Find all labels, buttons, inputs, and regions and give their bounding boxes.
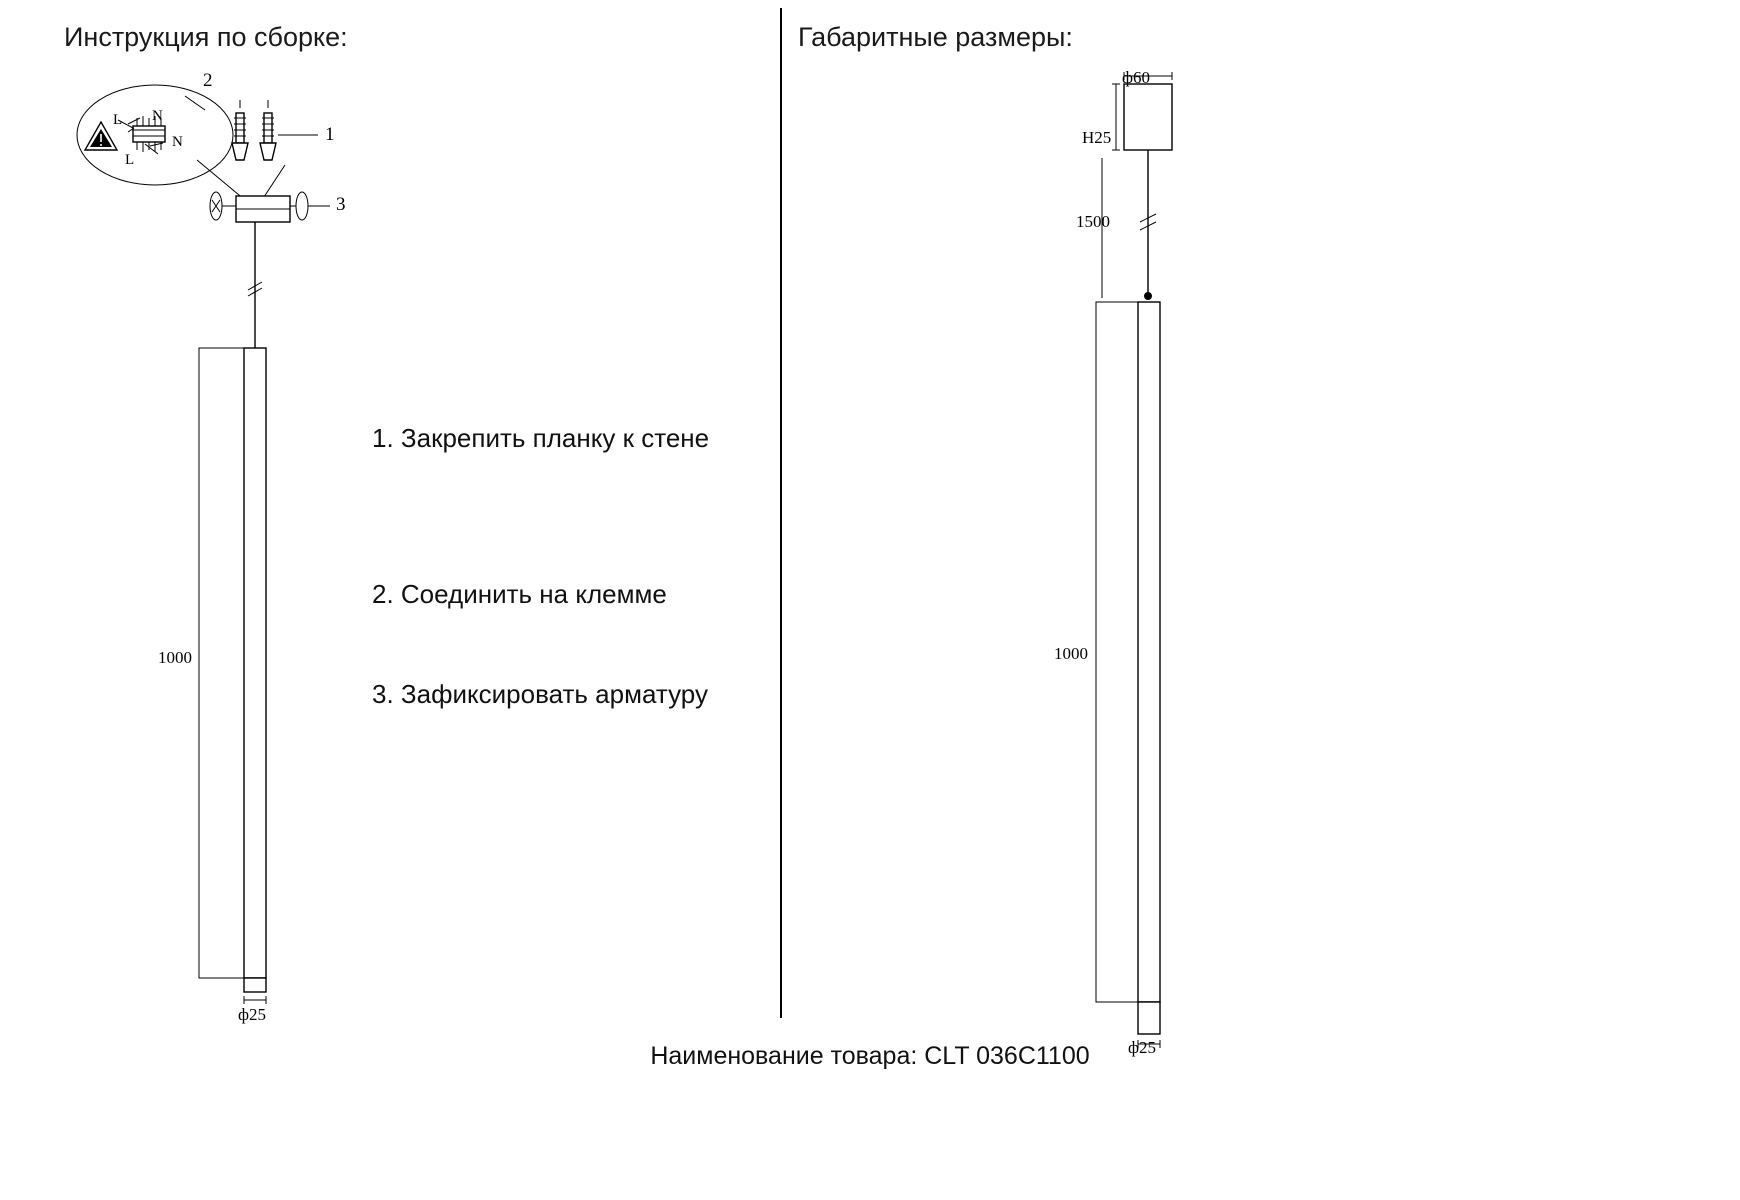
product-name-footer: Наименование товара: CLT 036C1100 bbox=[650, 1042, 1090, 1070]
assembly-step-3: 3. Зафиксировать арматуру bbox=[372, 679, 708, 709]
assembly-step-2: 2. Соединить на клемме bbox=[372, 579, 667, 609]
dim-tube-length: 1000 bbox=[1054, 644, 1088, 663]
assembly-step-1: 1. Закрепить планку к стене bbox=[372, 423, 710, 453]
screw-set bbox=[232, 100, 276, 160]
dim-cable-length: 1500 bbox=[1076, 212, 1110, 231]
dim-left-diameter: ф25 bbox=[238, 1005, 267, 1024]
dimensions-diagram bbox=[780, 0, 1540, 1100]
page-title-assembly: Инструкция по сборке: bbox=[64, 22, 348, 52]
dim-cap-height: H25 bbox=[1082, 128, 1112, 147]
callout-1: 1 bbox=[325, 124, 335, 145]
lamp-tube-dim bbox=[1138, 302, 1160, 1002]
terminal-label-n-right: N bbox=[172, 134, 183, 150]
dim-left-length: 1000 bbox=[158, 648, 192, 667]
terminal-label-l-bottom: L bbox=[125, 152, 135, 168]
terminal-label-n-top: N bbox=[152, 108, 163, 124]
callout-2: 2 bbox=[203, 70, 213, 91]
ceiling-cap bbox=[1124, 84, 1172, 150]
lamp-tube bbox=[244, 348, 266, 978]
callout-3: 3 bbox=[336, 194, 346, 215]
dim-cap-diameter: ф60 bbox=[1122, 68, 1151, 87]
assembly-diagram bbox=[0, 0, 780, 1030]
page-title-dimensions: Габаритные размеры: bbox=[798, 22, 1073, 52]
terminal-label-l-top: L bbox=[113, 112, 123, 128]
dim-tube-diameter: ф25 bbox=[1128, 1038, 1157, 1057]
